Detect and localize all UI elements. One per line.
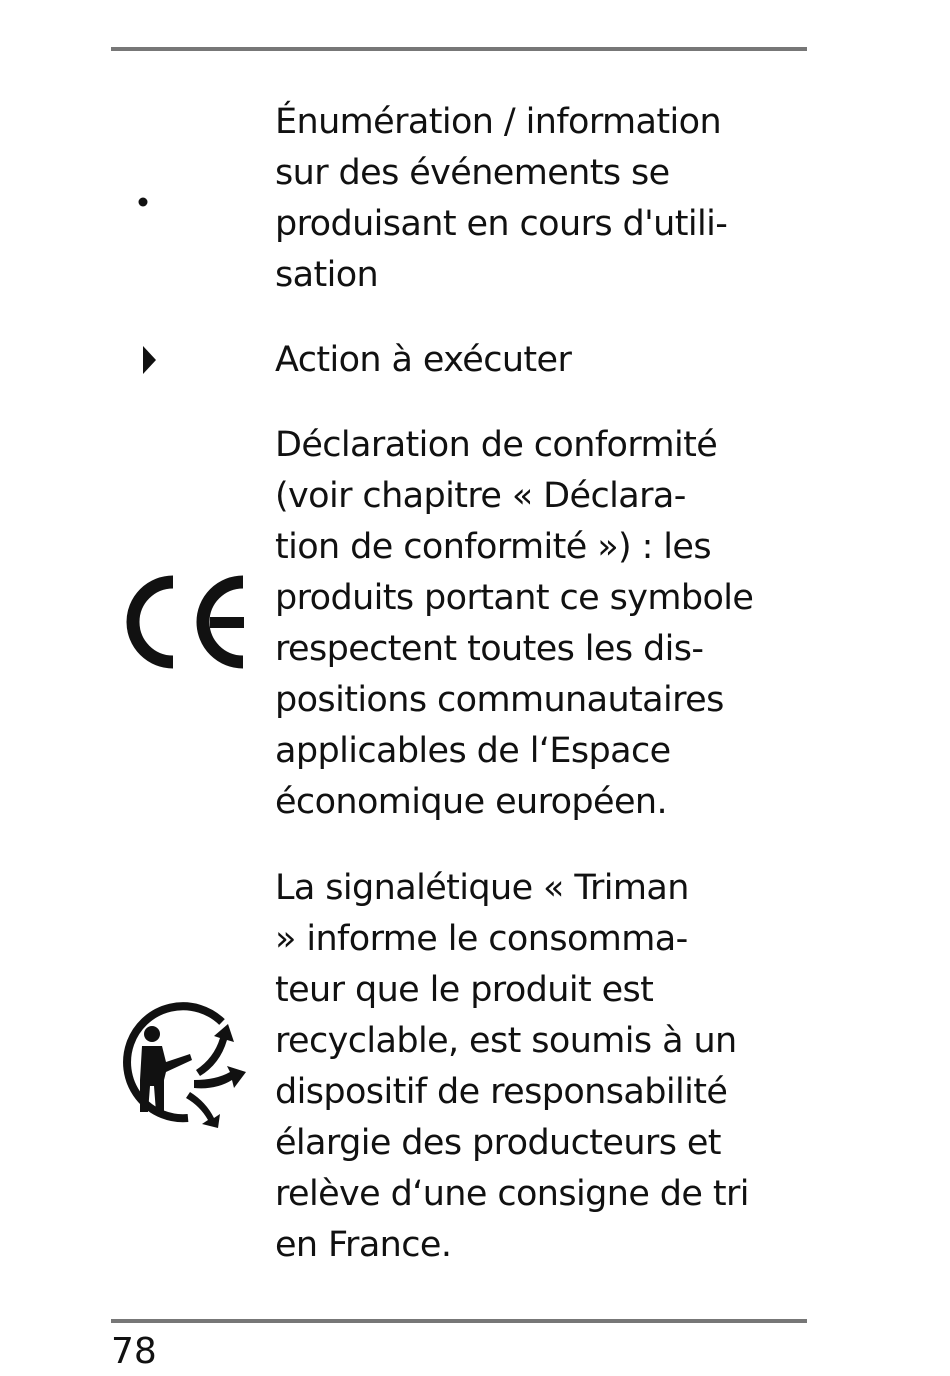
entry-ce-text — [275, 420, 795, 828]
text-line: tion de conformité ») : les — [275, 527, 711, 567]
text-line: sation — [275, 255, 379, 295]
text-line: recyclable, est soumis à un — [275, 1021, 737, 1061]
text-line: La signalétique « Triman — [275, 868, 689, 908]
text-line: Action à exécuter — [275, 340, 572, 380]
entry-action-text — [275, 335, 795, 386]
text-line: dispositif de responsabilité — [275, 1072, 728, 1112]
text-line: respectent toutes les dis- — [275, 629, 704, 669]
text-line: applicables de l‘Espace — [275, 731, 671, 771]
text-line: Énumération / information — [275, 102, 722, 142]
text-line: Déclaration de conformité — [275, 425, 718, 465]
triman-icon — [110, 1000, 250, 1130]
text-line: positions communautaires — [275, 680, 724, 720]
text-line: produisant en cours d'utili- — [275, 204, 728, 244]
page-number: 78 — [111, 1331, 157, 1372]
text-line: » informe le consomma- — [275, 919, 688, 959]
bottom-rule — [111, 1319, 807, 1323]
ce-mark-icon — [110, 573, 250, 671]
text-line: économique européen. — [275, 782, 668, 822]
entry-bullet-text — [275, 97, 795, 301]
text-line: en France. — [275, 1225, 452, 1265]
text-line: sur des événements se — [275, 153, 670, 193]
triangle-right-icon — [138, 344, 160, 376]
text-line: relève d‘une consigne de tri — [275, 1174, 749, 1214]
text-line: élargie des producteurs et — [275, 1123, 721, 1163]
text-line: teur que le produit est — [275, 970, 654, 1010]
top-rule — [111, 47, 807, 51]
text-line: (voir chapitre « Déclara- — [275, 476, 686, 516]
text-line: produits portant ce symbole — [275, 578, 754, 618]
bullet-icon — [132, 191, 154, 213]
entry-triman-text — [275, 863, 795, 1271]
